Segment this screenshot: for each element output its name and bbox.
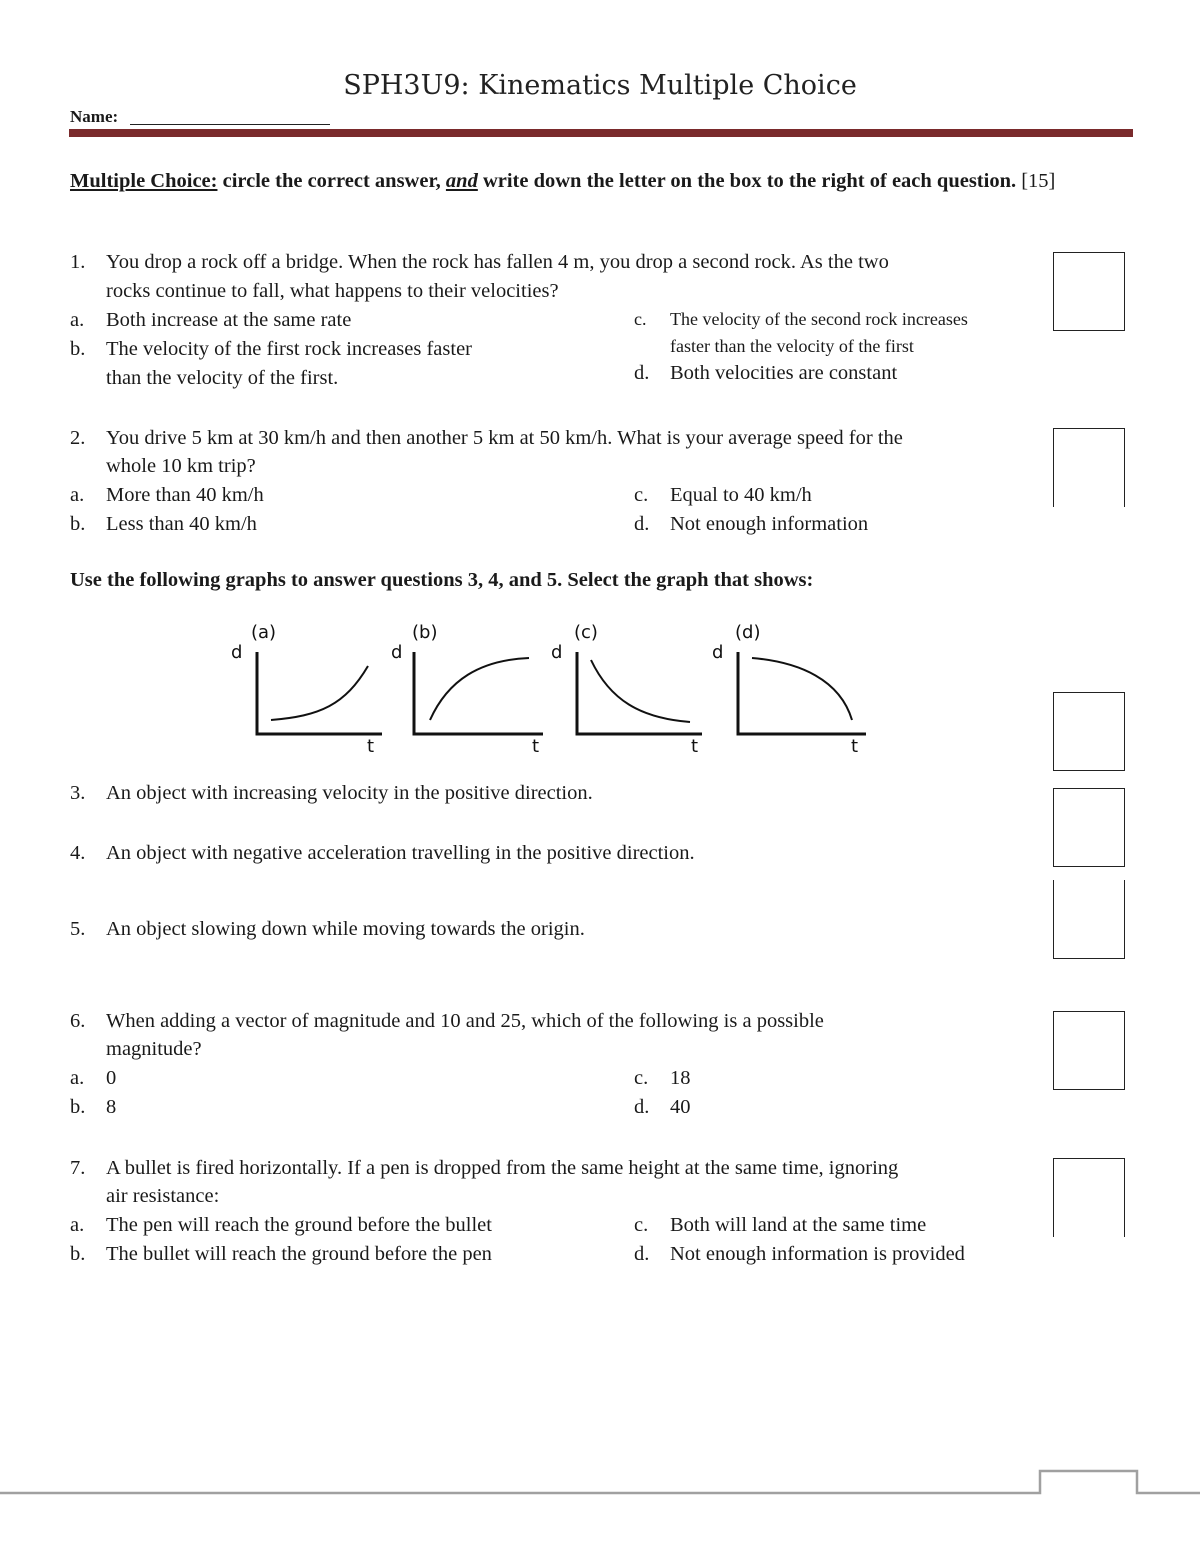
y-axis-label: d: [551, 642, 563, 663]
answer-box-4[interactable]: [1053, 788, 1125, 867]
option-a[interactable]: [70, 306, 352, 335]
option-c[interactable]: [634, 1211, 927, 1240]
graph-label: (a): [251, 622, 277, 643]
option-c[interactable]: [634, 306, 968, 356]
instructions-lead: Multiple Choice:: [70, 170, 218, 192]
option-letter: d.: [634, 362, 650, 384]
graph-label: (b): [412, 622, 438, 643]
y-axis-label: d: [712, 642, 724, 663]
option-text: Both increase at the same rate: [106, 309, 352, 331]
instructions-text-2: write down the letter on the box to the right of each: [482, 170, 932, 192]
answer-box-2[interactable]: [1053, 428, 1125, 507]
question-text: An object with negative acceleration travelling in the positive direction.: [106, 842, 695, 864]
axes: [738, 652, 866, 734]
answer-box-5[interactable]: [1053, 880, 1125, 959]
option-text: Not enough information: [670, 513, 869, 535]
option-text: More than 40 km/h: [106, 484, 264, 506]
curve: [271, 666, 368, 720]
graph-b: [391, 622, 543, 757]
option-letter: b.: [70, 1243, 86, 1265]
curve: [591, 660, 690, 722]
question-text-cont: magnitude?: [106, 1038, 202, 1060]
graph-d: [712, 622, 866, 757]
option-text: Not enough information is provided: [670, 1243, 965, 1265]
name-label: Name:: [70, 107, 119, 126]
graph-label: (c): [574, 622, 598, 643]
footer-page-tab: [0, 1465, 1200, 1505]
question-number: 2.: [70, 427, 86, 449]
x-axis-label: t: [851, 736, 859, 757]
question-text: An object with increasing velocity in the positive direction.: [106, 782, 593, 804]
option-letter: b.: [70, 1096, 86, 1118]
question-text: You drop a rock off a bridge. When the rock has fallen 4 m, you drop a second rock. As the two: [106, 251, 889, 273]
option-letter: a.: [70, 1214, 85, 1236]
option-text-cont: faster than the velocity of the first: [670, 336, 914, 356]
answer-box-1[interactable]: [1053, 252, 1125, 331]
option-d[interactable]: [634, 510, 869, 539]
question-text-cont: air resistance:: [106, 1185, 220, 1207]
instructions-emphasis: and: [445, 170, 478, 192]
option-a[interactable]: [70, 481, 264, 510]
option-b[interactable]: [70, 1240, 492, 1269]
option-text: Less than 40 km/h: [106, 513, 257, 535]
instructions: [70, 166, 1080, 197]
question-number: 1.: [70, 251, 86, 273]
curve: [752, 658, 852, 720]
option-letter: b.: [70, 338, 86, 360]
question-text: An object slowing down while moving towards the origin.: [106, 918, 585, 940]
option-text: The bullet will reach the ground before the pen: [106, 1243, 492, 1265]
instructions-text: circle the correct answer,: [222, 170, 441, 192]
option-letter: a.: [70, 1067, 85, 1089]
option-text: The velocity of the second rock increases: [670, 309, 968, 329]
option-text: 0: [106, 1067, 117, 1089]
option-text: Both velocities are constant: [670, 362, 898, 384]
marks-label: [15]: [1021, 170, 1056, 192]
option-text-cont: than the velocity of the first.: [106, 367, 339, 389]
x-axis-label: t: [367, 736, 375, 757]
option-c[interactable]: [634, 1064, 691, 1093]
option-d[interactable]: [634, 1240, 965, 1269]
option-text: Both will land at the same time: [670, 1214, 927, 1236]
option-text: 18: [670, 1067, 691, 1089]
question-number: 5.: [70, 918, 86, 940]
graph-a: [231, 622, 382, 757]
option-letter: c.: [634, 1214, 649, 1236]
graph-c: [551, 622, 702, 757]
option-a[interactable]: [70, 1064, 117, 1093]
axes: [257, 652, 382, 734]
graphs-heading: Use the following graphs to answer questions 3, 4, and 5. Select the graph that shows:: [70, 569, 814, 591]
option-d[interactable]: [634, 1093, 691, 1122]
question-text-cont: whole 10 km trip?: [106, 455, 256, 477]
instructions-text-3: question.: [936, 170, 1017, 192]
y-axis-label: d: [391, 642, 403, 663]
option-d[interactable]: [634, 359, 898, 388]
answer-box-3[interactable]: [1053, 692, 1125, 771]
question-number: 4.: [70, 842, 86, 864]
option-text: The pen will reach the ground before the bullet: [106, 1214, 492, 1236]
x-axis-label: t: [532, 736, 540, 757]
option-text: 40: [670, 1096, 691, 1118]
option-b[interactable]: [70, 1093, 117, 1122]
axes: [414, 652, 543, 734]
option-letter: d.: [634, 1243, 650, 1265]
question-text: You drive 5 km at 30 km/h and then another 5 km at 50 km/h. What is your average speed for the: [106, 427, 903, 449]
option-letter: c.: [634, 1067, 649, 1089]
option-c[interactable]: [634, 481, 812, 510]
curve: [430, 658, 529, 720]
option-a[interactable]: [70, 1211, 492, 1240]
graph-label: (d): [735, 622, 761, 643]
option-letter: c.: [634, 309, 647, 329]
option-letter: a.: [70, 484, 85, 506]
option-letter: d.: [634, 1096, 650, 1118]
option-letter: c.: [634, 484, 649, 506]
question-number: 7.: [70, 1157, 86, 1179]
question-text-cont: rocks continue to fall, what happens to their velocities?: [106, 280, 559, 302]
option-text: 8: [106, 1096, 117, 1118]
option-letter: d.: [634, 513, 650, 535]
footer-line: [0, 1471, 1200, 1493]
option-text: Equal to 40 km/h: [670, 484, 812, 506]
question-number: 6.: [70, 1010, 86, 1032]
option-letter: a.: [70, 309, 85, 331]
option-b[interactable]: [70, 335, 472, 389]
answer-box-7[interactable]: [1053, 1158, 1125, 1237]
motion-graphs: [0, 610, 1200, 760]
question-number: 3.: [70, 782, 86, 804]
header-divider: [69, 129, 1133, 137]
y-axis-label: d: [231, 642, 243, 663]
x-axis-label: t: [691, 736, 699, 757]
name-field-line[interactable]: [130, 124, 330, 125]
answer-box-6[interactable]: [1053, 1011, 1125, 1090]
option-text: The velocity of the first rock increases faster: [106, 338, 472, 360]
question-text: When adding a vector of magnitude and 10 and 25, which of the following is a possible: [106, 1010, 824, 1032]
page-title: SPH3U9: Kinematics Multiple Choice: [343, 70, 857, 101]
option-letter: b.: [70, 513, 86, 535]
option-b[interactable]: [70, 510, 257, 539]
question-text: A bullet is fired horizontally. If a pen is dropped from the same height at the same time, ignoring: [106, 1157, 899, 1179]
